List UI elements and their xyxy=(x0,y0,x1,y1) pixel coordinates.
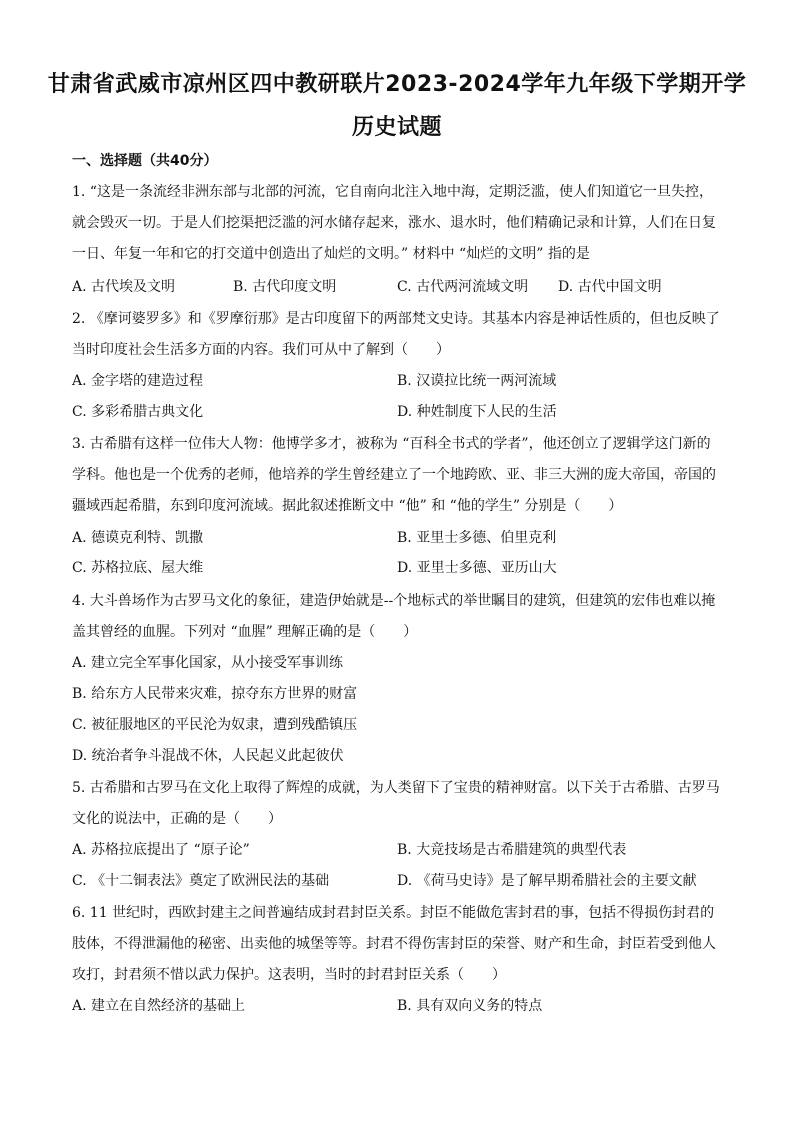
question-4-stem: 4. 大斗兽场作为古罗马文化的象征，建造伊始就是--个地标式的举世瞩目的建筑，但建筑的宏伟也难以掩盖其曾经的血腥。下列对 “血腥” 理解正确的是（ ） xyxy=(72,593,716,640)
q5-option-b: B. 大竞技场是古希腊建筑的典型代表 xyxy=(397,842,627,858)
q6-option-a: A. 建立在自然经济的基础上 xyxy=(72,998,246,1014)
question-3-stem: 3. 古希腊有这样一位伟大人物：他博学多才，被称为 “百科全书式的学者”，他还创立了逻辑学这门新的学科。他也是一个优秀的老师，他培养的学生曾经建立了一个地跨欧、亚、非三大洲的庞大帝国，帝国的疆域西起希腊，东到印度河流域。据此叙述推断文中 “他” 和 “他的学生” 分别是（ ） xyxy=(72,436,716,514)
q2-option-b: B. 汉谟拉比统一两河流域 xyxy=(397,373,557,389)
q5-option-d: D. 《荷马史诗》是了解早期希腊社会的主要文献 xyxy=(397,873,697,889)
q1-option-d: D. 古代中国文明 xyxy=(558,279,662,295)
question-5-stem: 5. 古希腊和古罗马在文化上取得了辉煌的成就，为人类留下了宝贵的精神财富。以下关于古希腊、古罗马文化的说法中，正确的是（ ） xyxy=(72,780,720,827)
section-heading: 一、选择题（共40分） xyxy=(72,153,218,169)
q1-option-b: B. 古代印度文明 xyxy=(233,279,337,295)
question-2-stem: 2. 《摩诃婆罗多》和《罗摩衍那》是古印度留下的两部梵文史诗。其基本内容是神话性质的，但也反映了当时印度社会生活多方面的内容。我们可从中了解到（ ） xyxy=(72,311,720,358)
exam-title: 甘肃省武威市凉州区四中教研联片2023-2024学年九年级下学期开学 xyxy=(47,72,747,97)
question-1-stem: 1. “这是一条流经非洲东部与北部的河流，它自南向北注入地中海，定期泛滥，使人们知道它一旦失控，就会毁灭一切。于是人们挖渠把泛滥的河水储存起来，涨水、退水时，他们精确记录和计算，人们在日复一日、年复一年和它的打交道中创造出了灿烂的文明。” 材料中 “灿烂的文明” 指的是 xyxy=(72,184,716,262)
q4-option-c: C. 被征服地区的平民沦为奴隶，遭到残酷镇压 xyxy=(72,717,358,733)
q1-option-c: C. 古代两河流域文明 xyxy=(397,279,529,295)
q6-option-b: B. 具有双向义务的特点 xyxy=(397,998,543,1014)
q3-option-a: A. 德谟克利特、凯撒 xyxy=(72,530,204,546)
question-6-stem: 6. 11 世纪时，西欧封建主之间普遍结成封君封臣关系。封臣不能做危害封君的事，包括不得损伤封君的肢体，不得泄漏他的秘密、出卖他的城堡等等。封君不得伤害封臣的荣誉、财产和生命，封臣若受到他人攻打，封君须不惜以武力保护。这表明，当时的封君封臣关系（ ） xyxy=(72,905,716,983)
q4-option-d: D. 统治者争斗混战不休，人民起义此起彼伏 xyxy=(72,748,344,764)
q1-option-a: A. 古代埃及文明 xyxy=(72,279,176,295)
q3-option-b: B. 亚里士多德、伯里克利 xyxy=(397,530,557,546)
q4-option-b: B. 给东方人民带来灾难，掠夺东方世界的财富 xyxy=(72,686,358,702)
q5-option-a: A. 苏格拉底提出了 “原子论” xyxy=(72,842,250,858)
q2-option-d: D. 种姓制度下人民的生活 xyxy=(397,404,557,420)
q5-option-c: C. 《十二铜表法》奠定了欧洲民法的基础 xyxy=(72,873,330,889)
q3-option-d: D. 亚里士多德、亚历山大 xyxy=(397,560,557,576)
q2-option-a: A. 金字塔的建造过程 xyxy=(72,373,204,389)
q2-option-c: C. 多彩希腊古典文化 xyxy=(72,404,204,420)
q4-option-a: A. 建立完全军事化国家，从小接受军事训练 xyxy=(72,655,344,671)
exam-subject: 历史试题 xyxy=(351,115,442,140)
q3-option-c: C. 苏格拉底、屋大维 xyxy=(72,560,204,576)
